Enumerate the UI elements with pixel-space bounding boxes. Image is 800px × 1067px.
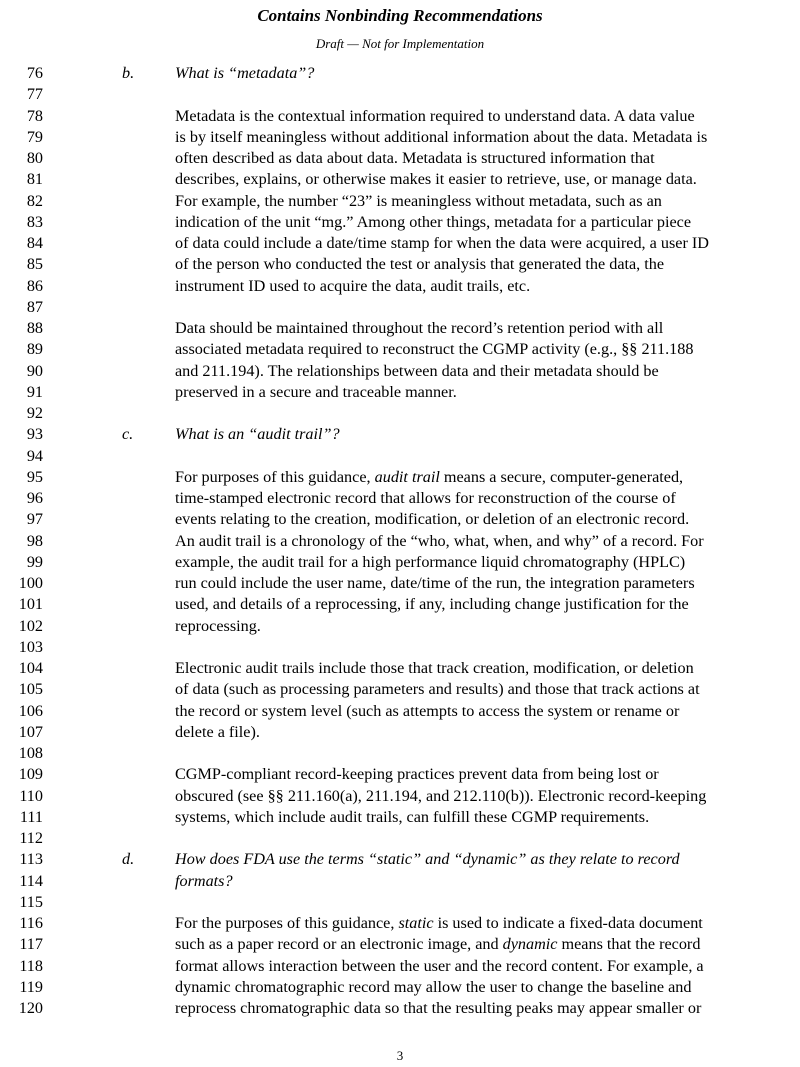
document-header-subtitle: Draft — Not for Implementation: [315, 36, 485, 51]
body-text: [175, 976, 691, 998]
line-number: 109: [18, 765, 43, 784]
document-line: [0, 530, 800, 552]
text-run: format allows interaction between the user and the record content. For example, a: [175, 956, 704, 975]
document-line: [0, 466, 800, 488]
italic-text: How does FDA use the terms “static” and “dynamic” as they relate to record: [175, 850, 680, 869]
body-text: [175, 168, 697, 190]
text-run: Data should be maintained throughout the record’s retention period with all: [175, 319, 664, 337]
text-run: preserved in a secure and traceable manner.: [175, 382, 457, 401]
line-number: 101: [18, 595, 43, 614]
body-text: [175, 253, 664, 275]
body-text: [175, 126, 707, 148]
document-line: [0, 126, 800, 148]
text-run: such as a paper record or an electronic image, and: [175, 935, 503, 954]
body-text: [175, 997, 701, 1019]
document-line: [0, 721, 800, 743]
document-line: [0, 402, 800, 424]
body-text: [175, 381, 457, 403]
line-number: 88: [26, 319, 43, 337]
body-text: [175, 678, 700, 700]
text-run: An audit trail is a chronology of the “who, what, when, and why” of a record. For: [175, 531, 704, 550]
text-run: For purposes of this guidance,: [175, 467, 375, 486]
line-number: 118: [19, 956, 43, 975]
line-number: 91: [26, 382, 43, 401]
body-text: [175, 466, 683, 488]
text-run: time-stamped electronic record that allows for reconstruction of the course of: [175, 489, 676, 507]
text-run: indication of the unit “mg.” Among other things, metadata for a particular piece: [175, 212, 692, 231]
line-number: 117: [19, 935, 43, 954]
line-number: 114: [19, 871, 43, 890]
line-number: 102: [18, 616, 43, 635]
line-number: 97: [26, 510, 43, 529]
document-line: [0, 848, 800, 870]
text-run: of data could include a date/time stamp for when the data were acquired, a user ID: [175, 234, 709, 252]
document-line: [0, 253, 800, 275]
text-run: means a secure, computer-generated,: [439, 467, 684, 486]
italic-text: audit trail: [374, 467, 440, 486]
section-label: b.: [122, 64, 135, 82]
line-number: 77: [26, 85, 43, 104]
line-number: 93: [26, 425, 43, 444]
document-line: [0, 338, 800, 360]
line-number: 115: [19, 892, 43, 911]
section-label: d.: [122, 850, 135, 869]
text-run: reprocessing.: [175, 616, 261, 635]
document-line: [0, 615, 800, 637]
document-line: [0, 232, 800, 254]
line-number: 112: [19, 829, 43, 847]
body-text: [175, 912, 703, 934]
body-text: [175, 211, 691, 233]
document-header-title: Contains Nonbinding Recommendations: [257, 6, 543, 25]
document-line: [0, 62, 800, 84]
document-line: [0, 445, 800, 467]
text-run: obscured (see §§ 211.160(a), 211.194, and 212.110(b)). Electronic record-keeping: [175, 786, 707, 805]
italic-text: What is an “audit trail”?: [175, 425, 340, 444]
line-number: 106: [18, 701, 43, 720]
document-line: [0, 763, 800, 785]
document-line: [0, 83, 800, 105]
line-number: 82: [26, 191, 43, 210]
line-number: 81: [26, 170, 43, 189]
line-number: 98: [26, 531, 43, 550]
line-number: 95: [26, 467, 43, 486]
line-number: 90: [26, 361, 43, 380]
text-run: example, the audit trail for a high performance liquid chromatography (HPLC): [175, 552, 686, 571]
line-number: 116: [19, 914, 43, 932]
text-run: systems, which include audit trails, can fulfill these CGMP requirements.: [175, 807, 650, 826]
body-text: [175, 487, 676, 509]
line-number: 120: [18, 999, 43, 1017]
section-heading: [175, 848, 680, 870]
line-number: 76: [26, 64, 43, 82]
document-line: [0, 742, 800, 764]
document-line: [0, 487, 800, 509]
body-text: [175, 593, 689, 615]
body-text: [175, 147, 655, 169]
document-line: [0, 147, 800, 169]
line-number: 111: [19, 807, 43, 826]
line-number: 96: [26, 489, 43, 507]
body-text: [175, 190, 662, 212]
document-line: [0, 275, 800, 297]
section-heading: [175, 62, 314, 84]
body-text: [175, 508, 689, 530]
document-line: [0, 168, 800, 190]
text-run: run could include the user name, date/time of the run, the integration parameters: [175, 574, 695, 592]
text-run: reprocess chromatographic data so that the resulting peaks may appear smaller or: [175, 999, 702, 1017]
body-text: [175, 572, 695, 594]
text-run: often described as data about data. Metadata is structured information that: [175, 149, 655, 167]
text-run: and 211.194). The relationships between data and their metadata should be: [175, 361, 659, 380]
text-run: dynamic chromatographic record may allow the user to change the baseline and: [175, 977, 692, 996]
line-number: 100: [18, 574, 43, 592]
text-run: describes, explains, or otherwise makes it easier to retrieve, use, or manage data.: [175, 170, 697, 189]
line-number: 83: [26, 212, 43, 231]
body-text: [175, 955, 704, 977]
line-number: 84: [26, 234, 43, 252]
body-text: [175, 933, 700, 955]
text-run: Electronic audit trails include those that track creation, modification, or deletion: [175, 659, 694, 677]
document-line: [0, 933, 800, 955]
text-run: instrument ID used to acquire the data, audit trails, etc.: [175, 276, 531, 295]
body-text: [175, 232, 709, 254]
text-run: events relating to the creation, modification, or deletion of an electronic record.: [175, 510, 690, 529]
text-run: of data (such as processing parameters and results) and those that track actions at: [175, 680, 700, 699]
document-line: [0, 593, 800, 615]
document-line: [0, 955, 800, 977]
body-text: [175, 551, 685, 573]
line-number: 105: [18, 680, 43, 699]
body-text: [175, 360, 659, 382]
text-run: is used to indicate a fixed-data document: [433, 914, 703, 932]
body-text: [175, 721, 260, 743]
document-line: [0, 508, 800, 530]
line-number: 108: [18, 744, 43, 762]
italic-text: dynamic: [502, 935, 558, 954]
text-run: is by itself meaningless without additional information about the data. Metadata is: [175, 127, 708, 146]
line-number: 86: [26, 276, 43, 295]
body-text: [175, 785, 706, 807]
line-number: 79: [26, 127, 43, 146]
document-line: [0, 105, 800, 127]
body-text: [175, 275, 530, 297]
body-text: [175, 530, 704, 552]
text-run: delete a file).: [175, 722, 260, 741]
text-run: For the purposes of this guidance,: [175, 914, 399, 932]
text-run: associated metadata required to reconstruct the CGMP activity (e.g., §§ 211.188: [175, 340, 694, 359]
document-line: [0, 551, 800, 573]
document-line: [0, 381, 800, 403]
text-run: the record or system level (such as attempts to access the system or rename or: [175, 701, 680, 720]
line-number: 92: [26, 404, 43, 422]
document-line: [0, 423, 800, 445]
text-run: Metadata is the contextual information required to understand data. A data value: [175, 106, 695, 125]
body-text: [175, 700, 679, 722]
document-line: [0, 678, 800, 700]
document-line: [0, 891, 800, 913]
document-line: [0, 997, 800, 1019]
document-line: [0, 317, 800, 339]
body-text: [175, 806, 649, 828]
body-text: [175, 105, 695, 127]
line-number: 80: [26, 149, 43, 167]
italic-text: formats?: [175, 871, 233, 890]
body-text: [175, 317, 663, 339]
document-line: [0, 785, 800, 807]
page-number: 3: [396, 1048, 404, 1063]
body-text: [175, 615, 261, 637]
document-line: [0, 657, 800, 679]
text-run: For example, the number “23” is meaningless without metadata, such as an: [175, 191, 662, 210]
line-number: 110: [19, 786, 43, 805]
line-number: 87: [26, 297, 43, 316]
line-number: 99: [26, 552, 43, 571]
italic-text: What is “metadata”?: [175, 64, 315, 82]
text-run: of the person who conducted the test or analysis that generated the data, the: [175, 255, 665, 274]
line-number: 85: [26, 255, 43, 274]
section-label: c.: [122, 425, 134, 444]
line-number: 78: [26, 106, 43, 125]
document-line: [0, 870, 800, 892]
text-run: CGMP-compliant record-keeping practices prevent data from being lost or: [175, 765, 659, 784]
text-run: means that the record: [557, 935, 701, 954]
line-number: 119: [19, 977, 43, 996]
text-run: used, and details of a reprocessing, if any, including change justification for the: [175, 595, 689, 614]
italic-text: static: [398, 914, 434, 932]
line-number: 107: [18, 722, 43, 741]
document-line: [0, 572, 800, 594]
document-line: [0, 360, 800, 382]
document-line: [0, 636, 800, 658]
line-number: 89: [26, 340, 43, 359]
section-heading: [175, 423, 340, 445]
document-line: [0, 211, 800, 233]
line-number: 103: [18, 637, 43, 656]
body-text: [175, 657, 694, 679]
line-number: 94: [26, 446, 43, 465]
document-line: [0, 806, 800, 828]
body-text: [175, 338, 693, 360]
document-line: [0, 296, 800, 318]
body-text: [175, 763, 659, 785]
body-text: [175, 870, 233, 892]
line-number: 104: [18, 659, 43, 677]
document-line: [0, 912, 800, 934]
line-number: 113: [19, 850, 43, 869]
document-line: [0, 827, 800, 849]
document-line: [0, 190, 800, 212]
document-line: [0, 976, 800, 998]
document-line: [0, 700, 800, 722]
